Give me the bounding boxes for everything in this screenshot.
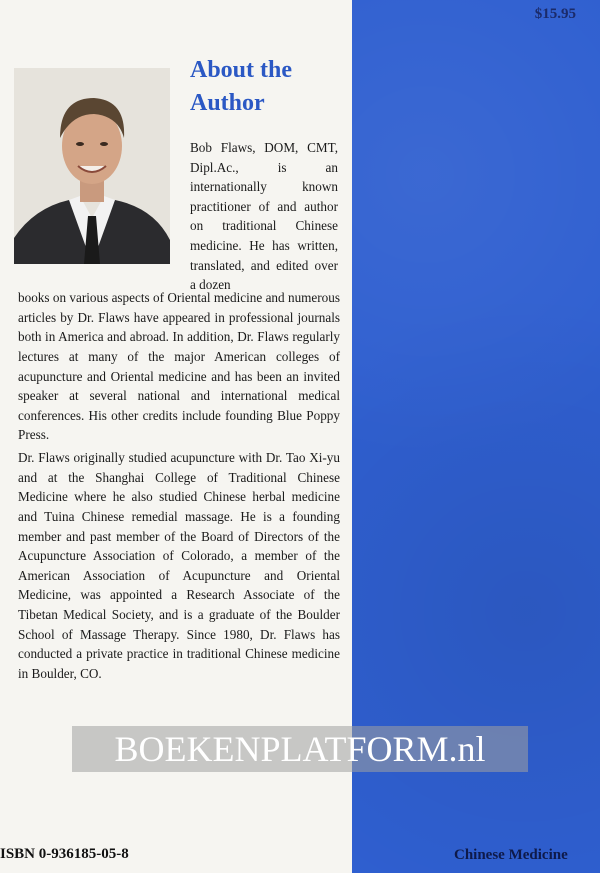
section-heading <box>190 54 340 120</box>
heading-line-2: Author <box>190 90 265 116</box>
watermark-banner: BOEKENPLATFORM.nl <box>72 726 528 772</box>
category-label: Chinese Medicine <box>454 847 568 863</box>
bio-continued <box>18 275 340 458</box>
bio-intro <box>190 138 338 295</box>
bio-continued-text: books on various aspects of Oriental medicine and numerous articles by Dr. Flaws have appeared in professional journals both in America and abroad. In addition, Dr. Flaws regularly lectures at many of the major American colleges of acupuncture and Oriental medicine and has been an invited speaker at several national and international medical conferences. His other credits include founding Blue Poppy Press. <box>18 290 340 443</box>
isbn-number: ISBN 0-936185-05-8 <box>0 846 129 862</box>
price-label: $15.95 <box>534 6 576 22</box>
bio-second-text: Dr. Flaws originally studied acupuncture with Dr. Tao Xi-yu and at the Shanghai College of Traditional Chinese Medicine where he also studied Chinese herbal medicine and Tuina Chinese remedial massage. He is a founding member and past member of the Board of Directors of the Acupuncture Association of Colorado, a member of the American Association of Acupuncture and Oriental Medicine, was appointed a Research Associate of the Tibetan Medical Society, and is a graduate of the Boulder School of Massage Therapy. Since 1980, Dr. Flaws has conducted a private practice in traditional Chinese medicine in Boulder, CO. <box>18 450 340 681</box>
bio-second-paragraph <box>18 435 340 697</box>
author-photo <box>14 68 170 264</box>
bio-intro-text: Bob Flaws, DOM, CMT, Dipl.Ac., is an internationally known practitioner of and author on traditional Chinese medicine. He has written, translated, and edited over a dozen <box>190 140 338 293</box>
heading-line-1: About the <box>190 57 293 83</box>
